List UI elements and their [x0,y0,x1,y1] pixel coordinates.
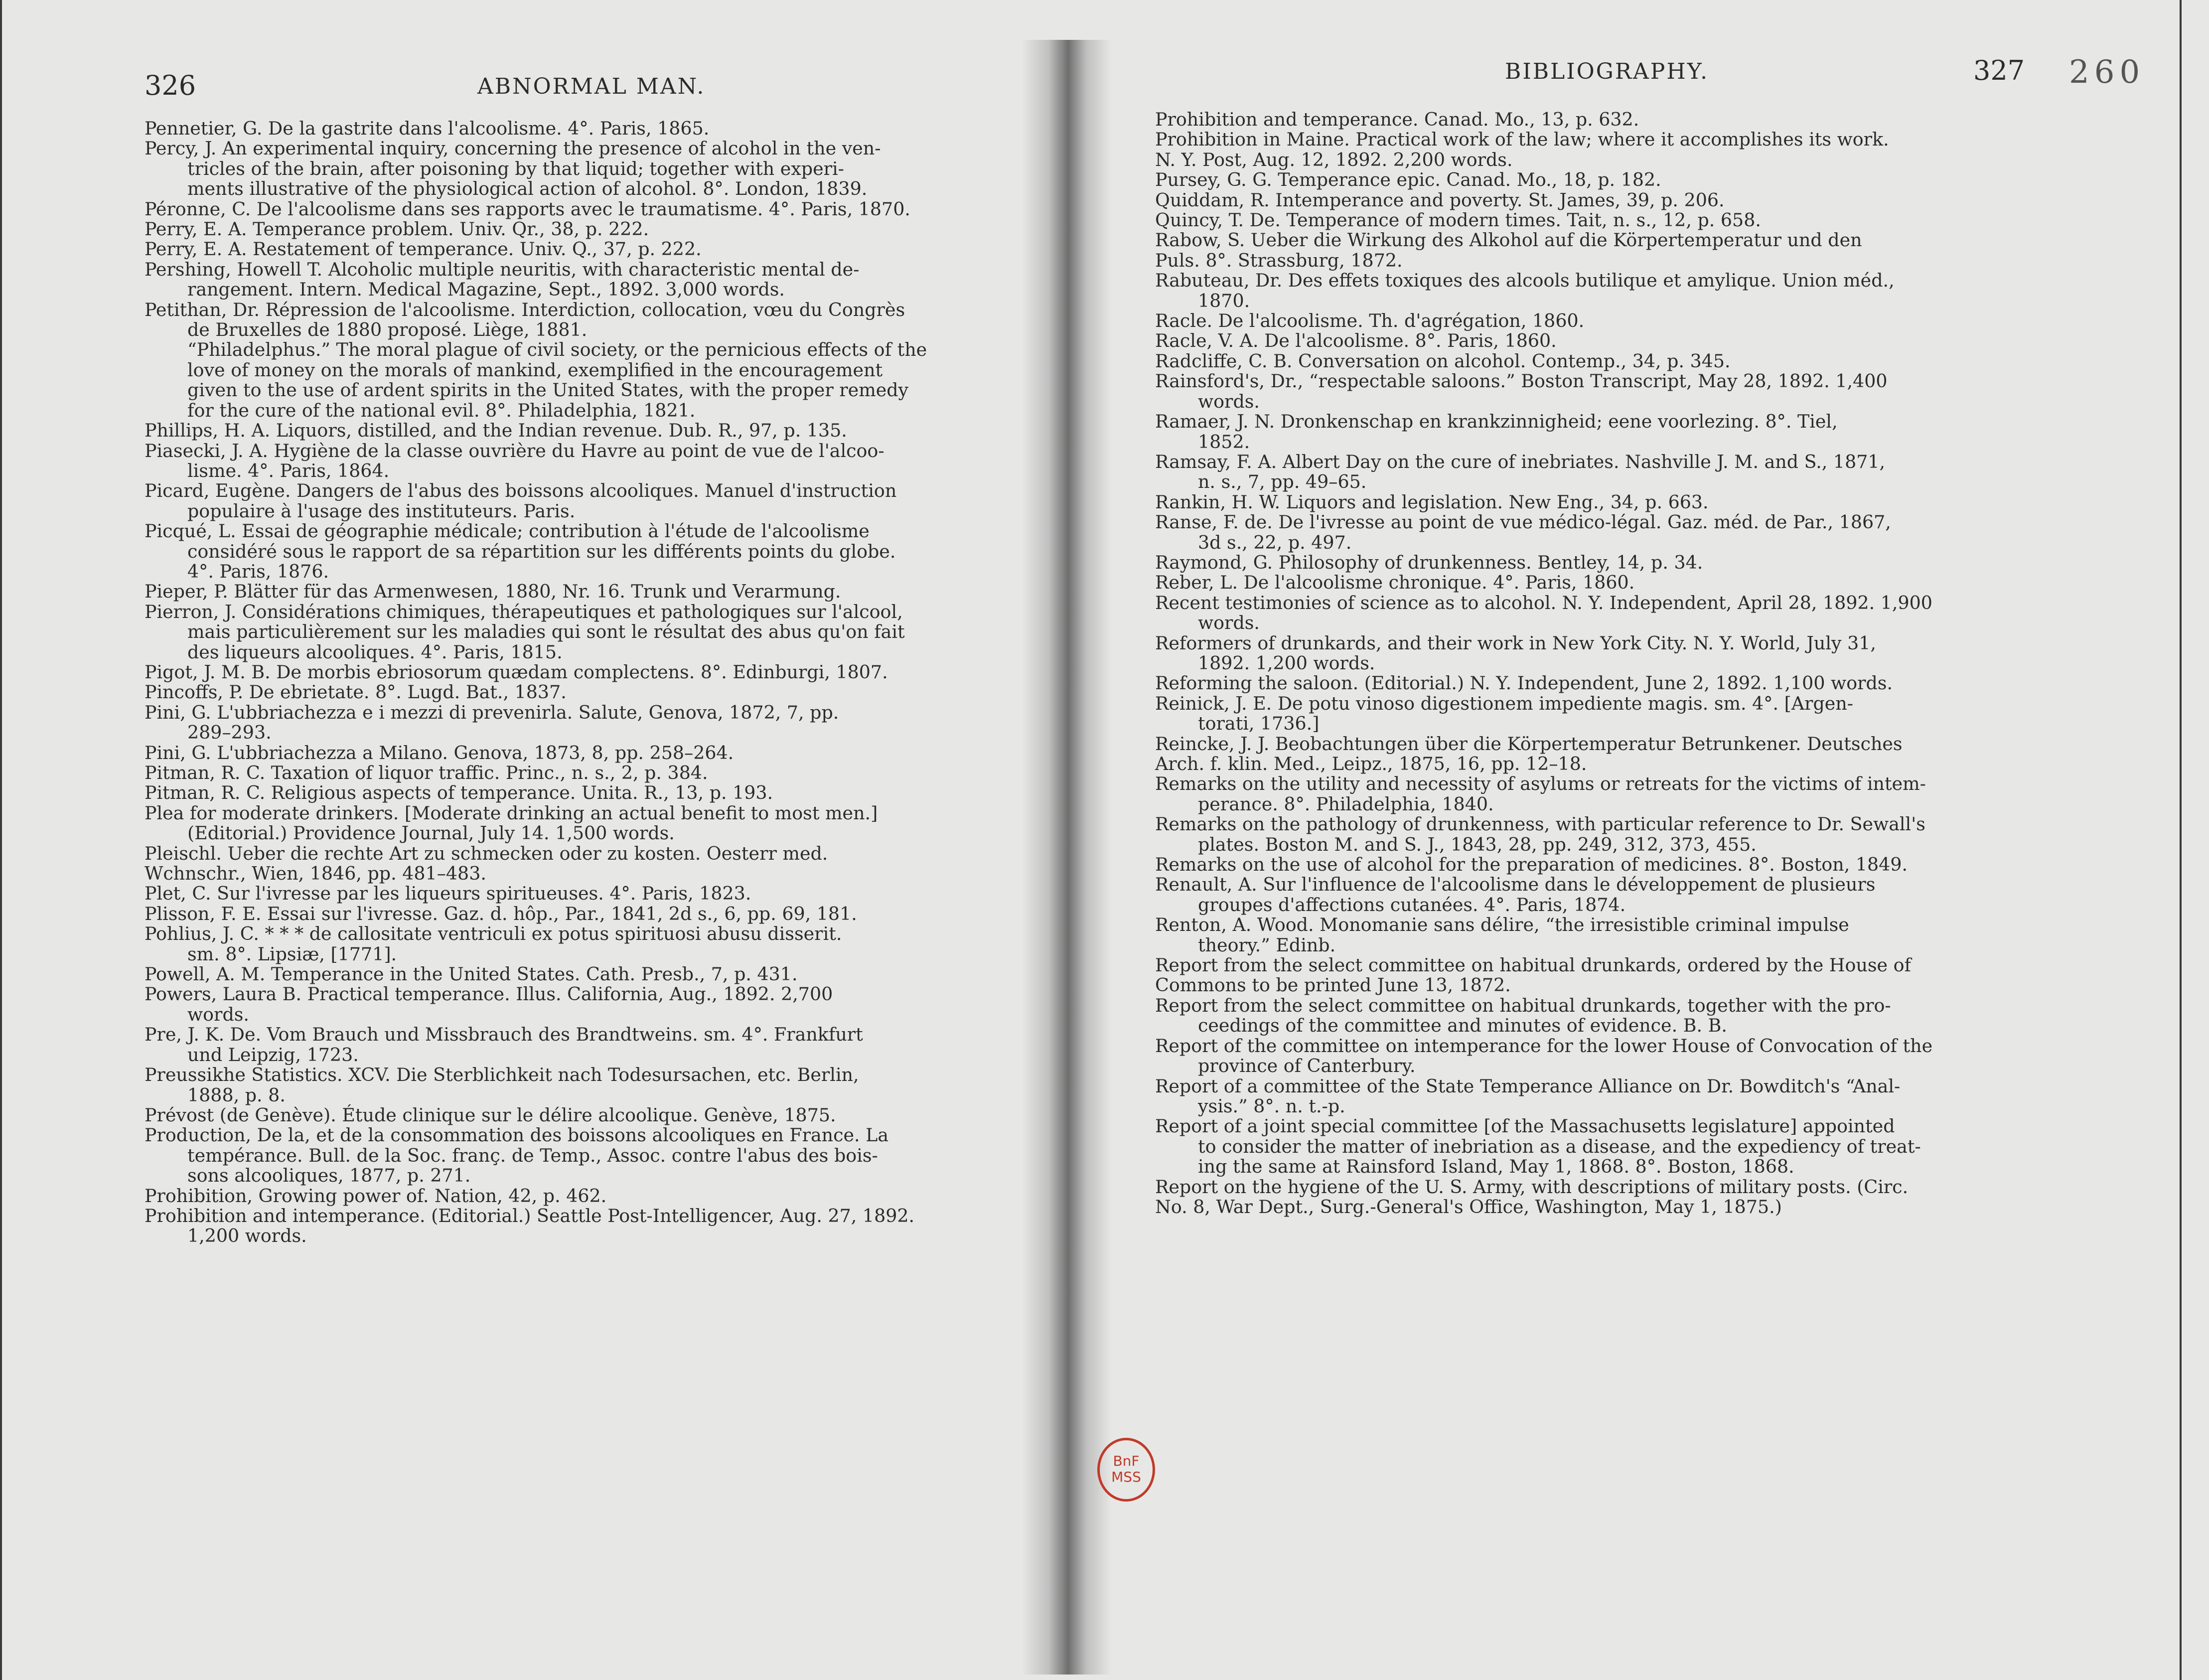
bibliography-line: Renault, A. Sur l'influence de l'alcoolisme dans le développement de plusieurs [1155,874,1876,896]
bibliography-line: Ramaer, J. N. Dronkenschap en krankzinnigheid; eene voorlezing. 8°. Tiel, [1155,411,1838,433]
bibliography-line: Pursey, G. G. Temperance epic. Canad. Mo., 18, p. 182. [1155,169,1661,191]
right-page-number: 327 [1973,55,2025,86]
bibliography-line: Racle, V. A. De l'alcoolisme. 8°. Paris, 1860. [1155,330,1557,352]
bibliography-line: Recent testimonies of science as to alcohol. N. Y. Independent, April 28, 1892. 1,900 [1155,592,1932,613]
bibliography-line: Rabuteau, Dr. Des effets toxiques des alcools butilique et amylique. Union méd., [1155,270,1895,292]
bibliography-line: Phillips, H. A. Liquors, distilled, and the Indian revenue. Dub. R., 97, p. 135. [145,420,847,442]
bibliography-line: considéré sous le rapport de sa répartition sur les différents points du globe. [187,540,896,562]
bibliography-line: Pierron, J. Considérations chimiques, thérapeutiques et pathologiques sur l'alcool, [145,601,903,622]
bibliography-line: sons alcooliques, 1877, p. 271. [187,1165,471,1187]
bibliography-line: Péronne, C. De l'alcoolisme dans ses rapports avec le traumatisme. 4°. Paris, 1870. [145,198,910,220]
bibliography-line: Remarks on the use of alcohol for the preparation of medicines. 8°. Boston, 1849. [1155,854,1908,876]
bibliography-line: Prohibition in Maine. Practical work of the law; where it accomplishes its work. [1155,129,1889,151]
bibliography-line: n. s., 7, pp. 49–65. [1198,471,1367,493]
bibliography-line: 1,200 words. [187,1225,307,1247]
bibliography-line: Racle. De l'alcoolisme. Th. d'agrégation, 1860. [1155,310,1585,332]
bibliography-line: Picqué, L. Essai de géographie médicale; contribution à l'étude de l'alcoolisme [145,520,870,542]
bibliography-line: No. 8, War Dept., Surg.-General's Office, Washington, May 1, 1875.) [1155,1196,1782,1218]
bibliography-line: Puls. 8°. Strassburg, 1872. [1155,249,1403,271]
bibliography-line: Pershing, Howell T. Alcoholic multiple neuritis, with characteristic mental de- [145,258,860,280]
bibliography-line: Rainsford's, Dr., “respectable saloons.” Boston Transcript, May 28, 1892. 1,400 [1155,370,1888,392]
bibliography-line: Prohibition and temperance. Canad. Mo., 13, p. 632. [1155,109,1639,130]
bibliography-line: Commons to be printed June 13, 1872. [1155,974,1511,996]
bibliography-line: 289–293. [187,722,272,744]
bibliography-line: Report on the hygiene of the U. S. Army, with descriptions of military posts. (Circ. [1155,1176,1909,1198]
bibliography-line: ing the same at Rainsford Island, May 1, 1868. 8°. Boston, 1868. [1198,1156,1794,1178]
bibliography-line: Report of a committee of the State Temperance Alliance on Dr. Bowditch's “Anal- [1155,1075,1901,1097]
bibliography-line: for the cure of the national evil. 8°. Philadelphia, 1821. [187,399,696,421]
left-page [0,0,1086,1680]
bibliography-line: groupes d'affections cutanées. 4°. Paris, 1874. [1198,894,1626,916]
bibliography-line: Reformers of drunkards, and their work in New York City. N. Y. World, July 31, [1155,632,1876,654]
bibliography-line: Preussikhe Statistics. XCV. Die Sterblichkeit nach Todesursachen, etc. Berlin, [145,1064,859,1086]
bibliography-line: Rankin, H. W. Liquors and legislation. New Eng., 34, p. 663. [1155,491,1709,513]
bibliography-line: to consider the matter of inebriation as a disease, and the expediency of treat- [1198,1135,1921,1157]
bibliography-line: Reincke, J. J. Beobachtungen über die Körpertemperatur Betrunkener. Deutsches [1155,733,1903,755]
bibliography-line: Renton, A. Wood. Monomanie sans délire, “the irresistible criminal impulse [1155,914,1849,936]
bibliography-line: Pohlius, J. C. * * * de callositate ventriculi ex potus spirituosi abusu disserit. [145,923,842,945]
bibliography-line: Ranse, F. de. De l'ivresse au point de vue médico-légal. Gaz. méd. de Par., 1867, [1155,511,1891,533]
bibliography-line: Pini, G. L'ubbriachezza a Milano. Genova, 1873, 8, pp. 258–264. [145,742,734,764]
bibliography-line: ments illustrative of the physiological action of alcohol. 8°. London, 1839. [187,178,868,200]
bibliography-line: tricles of the brain, after poisoning by that liquid; together with experi- [187,157,844,179]
right-bibliography-list [1155,110,2042,1217]
stamp-line-2: MSS [1111,1469,1141,1485]
bibliography-line: words. [1198,612,1260,634]
bibliography-line: (Editorial.) Providence Journal, July 14. 1,500 words. [187,822,675,844]
bibliography-line: ysis.” 8°. n. t.-p. [1198,1095,1345,1117]
bibliography-line: 3d s., 22, p. 497. [1198,531,1352,553]
bibliography-line: sm. 8°. Lipsiæ, [1771]. [187,943,397,965]
bnf-mss-stamp [1097,1438,1155,1502]
bibliography-line: 1888, p. 8. [187,1084,286,1106]
bibliography-line: Remarks on the utility and necessity of asylums or retreats for the victims of intem- [1155,773,1926,795]
bibliography-line: Pre, J. K. De. Vom Brauch und Missbrauch des Brandtweins. sm. 4°. Frankfurt [145,1024,863,1046]
bibliography-line: Report of a joint special committee [of the Massachusetts legislature] appointed [1155,1115,1895,1137]
bibliography-line: Piasecki, J. A. Hygiène de la classe ouvrière du Havre au point de vue de l'alcoo- [145,440,884,461]
bibliography-line: Perry, E. A. Restatement of temperance. Univ. Q., 37, p. 222. [145,238,702,260]
bibliography-line: 4°. Paris, 1876. [187,560,329,582]
bibliography-line: province of Canterbury. [1198,1055,1416,1077]
bibliography-line: Prohibition, Growing power of. Nation, 42, p. 462. [145,1185,607,1207]
bibliography-line: Ramsay, F. A. Albert Day on the cure of inebriates. Nashville J. M. and S., 1871, [1155,451,1886,472]
bibliography-line: populaire à l'usage des instituteurs. Paris. [187,500,576,522]
bibliography-line: Perry, E. A. Temperance problem. Univ. Qr., 38, p. 222. [145,218,649,240]
bibliography-line: Plet, C. Sur l'ivresse par les liqueurs spiritueuses. 4°. Paris, 1823. [145,883,751,905]
bibliography-line: mais particulièrement sur les maladies qui sont le résultat des abus qu'on fait [187,621,905,643]
bibliography-line: 1852. [1198,431,1250,453]
bibliography-line: Pennetier, G. De la gastrite dans l'alcoolisme. 4°. Paris, 1865. [145,118,710,139]
bibliography-line: Radcliffe, C. B. Conversation on alcohol. Contemp., 34, p. 345. [1155,350,1731,372]
bibliography-line: Report from the select committee on habitual drunkards, together with the pro- [1155,994,1891,1016]
bibliography-line: words. [1198,390,1260,412]
bibliography-line: Picard, Eugène. Dangers de l'abus des boissons alcooliques. Manuel d'instruction [145,480,897,502]
bibliography-line: Pitman, R. C. Religious aspects of temperance. Unita. R., 13, p. 193. [145,782,773,804]
bibliography-line: Reforming the saloon. (Editorial.) N. Y. Independent, June 2, 1892. 1,100 words. [1155,672,1893,694]
bibliography-line: Arch. f. klin. Med., Leipz., 1875, 16, pp. 12–18. [1155,753,1587,774]
bibliography-line: words. [187,1003,249,1025]
bibliography-line: des liqueurs alcooliques. 4°. Paris, 1815. [187,641,563,663]
bibliography-line: Quiddam, R. Intemperance and poverty. St. James, 39, p. 206. [1155,189,1725,211]
bibliography-line: Pigot, J. M. B. De morbis ebriosorum quædam complectens. 8°. Edinburgi, 1807. [145,661,888,683]
bibliography-line: Reber, L. De l'alcoolisme chronique. 4°. Paris, 1860. [1155,572,1635,594]
stamp-line-1: BnF [1113,1453,1140,1469]
bibliography-line: und Leipzig, 1723. [187,1044,359,1066]
bibliography-line: love of money on the morals of mankind, exemplified in the encouragement [187,359,883,381]
bibliography-line: torati, 1736.] [1198,713,1320,735]
bibliography-line: N. Y. Post, Aug. 12, 1892. 2,200 words. [1155,149,1513,170]
bibliography-line: de Bruxelles de 1880 proposé. Liège, 1881. [187,319,588,341]
bibliography-line: Petithan, Dr. Répression de l'alcoolisme. Interdiction, collocation, vœu du Congrès [145,299,905,320]
bibliography-line: Plisson, F. E. Essai sur l'ivresse. Gaz. d. hôp., Par., 1841, 2d s., 6, pp. 69, 181. [145,903,857,924]
bibliography-line: plates. Boston M. and S. J., 1843, 28, pp. 249, 312, 373, 455. [1198,833,1757,855]
bibliography-line: given to the use of ardent spirits in the United States, with the proper remedy [187,379,909,401]
bibliography-line: 1892. 1,200 words. [1198,652,1375,674]
bibliography-line: Prévost (de Genève). Étude clinique sur le délire alcoolique. Genève, 1875. [145,1104,836,1126]
right-running-head: BIBLIOGRAPHY. [1505,59,1709,84]
bibliography-line: lisme. 4°. Paris, 1864. [187,459,390,481]
left-running-head: ABNORMAL MAN. [477,74,706,99]
bibliography-line: Pleischl. Ueber die rechte Art zu schmecken oder zu kosten. Oesterr med. [145,842,828,864]
bibliography-line: Powers, Laura B. Practical temperance. Illus. California, Aug., 1892. 2,700 [145,983,833,1005]
bibliography-line: ceedings of the committee and minutes of evidence. B. B. [1198,1015,1727,1037]
bibliography-line: Plea for moderate drinkers. [Moderate drinking an actual benefit to most men.] [145,802,878,824]
bibliography-line: Reinick, J. E. De potu vinoso digestionem impediente magis. sm. 4°. [Argen- [1155,692,1854,714]
bibliography-line: perance. 8°. Philadelphia, 1840. [1198,793,1494,815]
bibliography-line: Pini, G. L'ubbriachezza e i mezzi di prevenirla. Salute, Genova, 1872, 7, pp. [145,701,839,723]
bibliography-line: Prohibition and intemperance. (Editorial.) Seattle Post-Intelligencer, Aug. 27, 1892. [145,1205,915,1226]
bibliography-line: Report from the select committee on habitual drunkards, ordered by the House of [1155,954,1912,976]
left-page-number: 326 [145,70,196,101]
bibliography-line: rangement. Intern. Medical Magazine, Sept., 1892. 3,000 words. [187,279,785,301]
bibliography-line: Pincoffs, P. De ebrietate. 8°. Lugd. Bat., 1837. [145,681,567,703]
bibliography-line: Rabow, S. Ueber die Wirkung des Alkohol auf die Körpertemperatur und den [1155,229,1862,251]
bibliography-line: tempérance. Bull. de la Soc. franç. de Temp., Assoc. contre l'abus des bois- [187,1144,878,1166]
bibliography-line: 1870. [1198,290,1250,311]
bibliography-line: Production, De la, et de la consommation des boissons alcooliques en France. La [145,1124,889,1146]
bibliography-line: Remarks on the pathology of drunkenness, with particular reference to Dr. Sewall's [1155,813,1925,835]
bibliography-line: “Philadelphus.” The moral plague of civil society, or the pernicious effects of the [187,339,927,361]
bibliography-line: Wchnschr., Wien, 1846, pp. 481–483. [145,863,486,885]
bibliography-line: theory.” Edinb. [1198,934,1336,956]
bibliography-line: Raymond, G. Philosophy of drunkenness. Bentley, 14, p. 34. [1155,551,1703,573]
bibliography-line: Percy, J. An experimental inquiry, concerning the presence of alcohol in the ven- [145,138,881,159]
handwritten-folio-number: 260 [2069,54,2145,91]
bibliography-line: Quincy, T. De. Temperance of modern times. Tait, n. s., 12, p. 658. [1155,209,1761,231]
bibliography-line: Pitman, R. C. Taxation of liquor traffic. Princ., n. s., 2, p. 384. [145,762,708,783]
left-bibliography-list [145,119,1041,1246]
bibliography-line: Pieper, P. Blätter für das Armenwesen, 1880, Nr. 16. Trunk und Verarmung. [145,581,841,603]
bibliography-line: Powell, A. M. Temperance in the United States. Cath. Presb., 7, p. 431. [145,963,798,985]
bibliography-line: Report of the committee on intemperance for the lower House of Convocation of the [1155,1035,1933,1057]
